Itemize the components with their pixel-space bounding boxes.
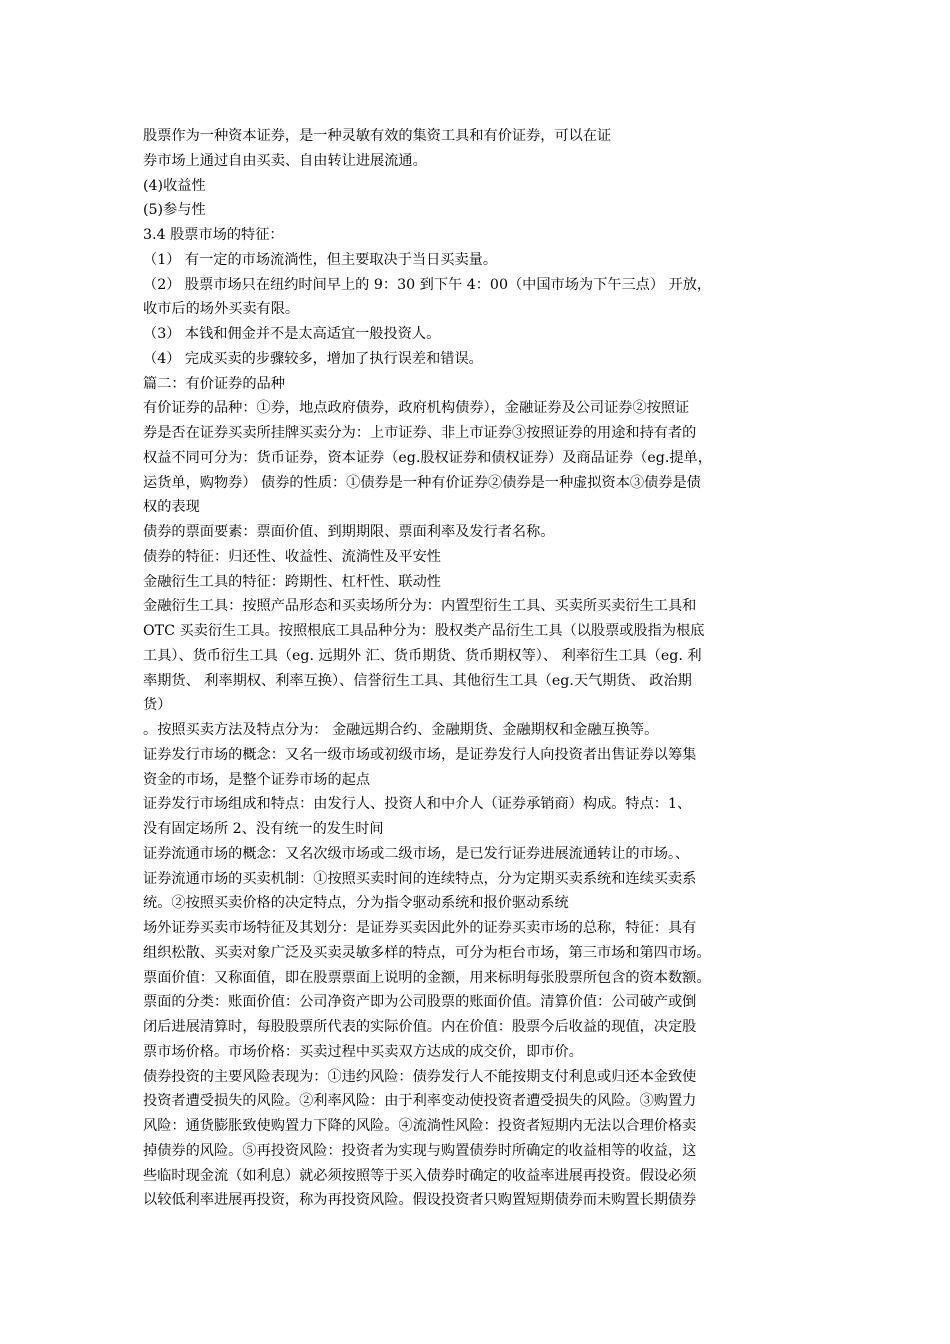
section-heading: 篇二：有价证券的品种 bbox=[143, 375, 285, 392]
text-line: 以较低利率进展再投资，称为再投资风险。假设投资者只购置短期债券而未购置长期债券 bbox=[143, 1192, 697, 1209]
text-line: 证券流通市场的概念：又名次级市场或二级市场，是已发行证券进展流通转让的市场。、 bbox=[143, 845, 690, 862]
text-line: 工具）、货币衍生工具（eg. 远期外 汇、货币期货、货币期权等）、 利率衍生工具（eg. 利 bbox=[143, 647, 702, 664]
text-line: 票面的分类：账面价值：公司净资产即为公司股票的账面价值。清算价值：公司破产或倒 bbox=[143, 994, 697, 1011]
text-line: 投资者遭受损失的风险。②利率风险：由于利率变动使投资者遭受损失的风险。③购置力 bbox=[143, 1093, 697, 1110]
text-line: 券市场上通过自由买卖、自由转让进展流通。 bbox=[143, 152, 427, 169]
text-line: 。按照买卖方法及特点分为： 金融远期合约、金融期货、金融期权和金融互换等。 bbox=[143, 722, 659, 738]
text-line: 券是否在证券买卖所挂牌买卖分为：上市证券、非上市证券③按照证券的用途和持有者的 bbox=[143, 425, 697, 441]
text-line: 组织松散、买卖对象广泛及买卖灵敏多样的特点，可分为柜台市场，第三市场和第四市场。 bbox=[143, 944, 711, 961]
text-line: (4)收益性 bbox=[143, 177, 206, 194]
text-line: 闭后进展清算时，每股股票所代表的实际价值。内在价值：股票今后收益的现值，决定股 bbox=[143, 1019, 697, 1035]
text-line: （2） 股票市场只在纽约时间早上的 9：30 到下午 4：00（中国市场为下午三点） 开放， bbox=[143, 276, 712, 293]
text-line: 货） bbox=[143, 697, 172, 714]
text-line: 场外证券买卖市场特征及其划分：是证券买卖因此外的证券买卖市场的总称，特征：具有 bbox=[143, 920, 697, 936]
text-line: 权的表现 bbox=[143, 499, 200, 516]
text-line: OTC 买卖衍生工具。按照根底工具品种分为：股权类产品衍生工具（以股票或股指为根底 bbox=[143, 623, 705, 639]
text-line: 债券投资的主要风险表现为：①违约风险：债券发行人不能按期支付利息或归还本金致使 bbox=[143, 1068, 697, 1085]
text-line: 统。②按照买卖价格的决定特点，分为指令驱动系统和报价驱动系统 bbox=[143, 895, 569, 912]
text-line: （3） 本钱和佣金并不是太高适宜一般投资人。 bbox=[143, 326, 441, 342]
text-line: 些临时现金流（如利息）就必须按照等于买入债券时确定的收益率进展再投资。假设必须 bbox=[143, 1167, 697, 1184]
text-line: 债券的票面要素：票面价值、到期期限、票面利率及发行者名称。 bbox=[143, 524, 555, 540]
text-line: 金融衍生工具的特征：跨期性、杠杆性、联动性 bbox=[143, 573, 441, 590]
text-line: 权益不同可分为：货币证券，资本证券（eg.股权证券和债权证券）及商品证券（eg.提单， bbox=[143, 449, 712, 466]
text-line: 资金的市场，是整个证券市场的起点 bbox=[143, 771, 371, 788]
text-line: (5)参与性 bbox=[143, 202, 206, 219]
text-line: 金融衍生工具：按照产品形态和买卖场所分为：内置型衍生工具、买卖所买卖衍生工具和 bbox=[143, 598, 697, 615]
text-line: 证券流通市场的买卖机制：①按照买卖时间的连续特点，分为定期买卖系统和连续买卖系 bbox=[143, 870, 697, 887]
text-line: 证券发行市场的概念：又名一级市场或初级市场，是证券发行人向投资者出售证券以筹集 bbox=[143, 746, 697, 763]
text-line: 票市场价格。市场价格：买卖过程中买卖双方达成的成交价，即市价。 bbox=[143, 1043, 583, 1060]
text-line: 率期货、 利率期权、利率互换）、信誉衍生工具、其他衍生工具（eg.天气期货、 政治期 bbox=[143, 672, 692, 689]
text-line: （1） 有一定的市场流淌性，但主要取决于当日买卖量。 bbox=[143, 251, 498, 268]
text-line: 运货单，购物券） 债券的性质：①债券是一种有价证券②债券是一种虚拟资本③债券是债 bbox=[143, 474, 701, 491]
text-line: 证券发行市场组成和特点：由发行人、投资人和中介人（证券承销商）构成。特点：1、 bbox=[143, 796, 692, 813]
text-line: 3.4 股票市场的特征： bbox=[143, 227, 284, 243]
document-body bbox=[143, 124, 809, 1213]
text-line: 掉债券的风险。⑤再投资风险：投资者为实现与购置债券时所确定的收益相等的收益，这 bbox=[143, 1142, 697, 1159]
text-line: 风险：通货膨胀致使购置力下降的风险。④流淌性风险：投资者短期内无法以合理价格卖 bbox=[143, 1118, 697, 1134]
text-line: 收市后的场外买卖有限。 bbox=[143, 301, 300, 318]
text-line: 债券的特征：归还性、收益性、流淌性及平安性 bbox=[143, 548, 441, 565]
text-line: 有价证券的品种：①券，地点政府债券，政府机构债券），金融证券及公司证券②按照证 bbox=[143, 400, 690, 417]
text-line: 票面价值：又称面值，即在股票票面上说明的金额，用来标明每张股票所包含的资本数额。 bbox=[143, 969, 711, 986]
text-line: 没有固定场所 2、没有统一的发生时间 bbox=[143, 821, 384, 837]
text-line: （4） 完成买卖的步骤较多，增加了执行误差和错误。 bbox=[143, 350, 483, 367]
text-line: 股票作为一种资本证券，是一种灵敏有效的集资工具和有价证券，可以在证 bbox=[143, 128, 612, 144]
